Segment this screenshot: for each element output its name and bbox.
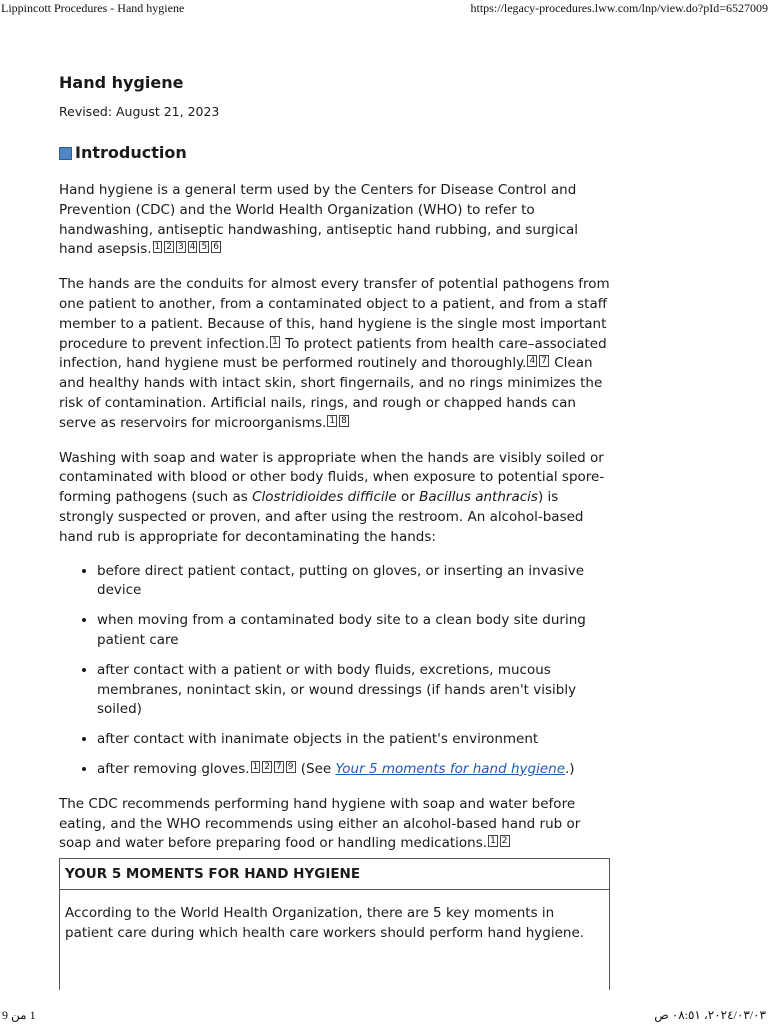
organism-name: Clostridioides difficile [252,489,397,506]
five-moments-link[interactable]: Your 5 moments for hand hygiene [335,760,566,777]
reference-link[interactable]: 9 [287,761,294,772]
paragraph-text: To protect patients from health care–associated infection, hand hygiene must be performed routinely and thoroughly. [59,335,607,372]
box-body: According to the World Health Organization, there are 5 key moments in patient care during which health care workers should perform hand hygiene. [65,905,585,941]
reference-link[interactable]: 8 [341,415,347,426]
paragraph-text: or [396,489,420,506]
five-moments-box [59,858,610,990]
reference-group [526,355,549,371]
print-page-number: 1 من 9 [2,1008,36,1022]
intro-paragraph-1 [59,181,611,260]
paragraph-text: Hand hygiene is a general term used by the Centers for Disease Control and Prevention (CDC) and the World Health Organization (WHO) to refer to handwashing, antiseptic handwashing, antiseptic hand rubbing, and surgical hand asepsis. [59,182,579,258]
list-item: • after contact with a patient or with body fluids, excretions, mucous membranes, nonintact skin, or wound dressings (if hands aren't visibly soiled) [97,661,611,720]
reference-link[interactable]: 1 [272,336,278,347]
print-footer [0,1008,768,1024]
intro-paragraph-4 [59,795,611,854]
reference-link[interactable]: 4 [189,242,196,253]
reference-link[interactable]: 2 [264,761,271,772]
reference-group [326,415,349,431]
reference-link[interactable]: 2 [501,836,508,847]
list-item [97,760,611,780]
list-item-text: after removing gloves. [97,760,250,777]
organism-name: Bacillus anthracis [419,489,538,506]
reference-link[interactable]: 1 [252,761,259,772]
reference-group [487,835,510,851]
reference-link[interactable]: 1 [329,415,336,426]
reference-link[interactable]: 4 [529,356,536,367]
print-page-title: Lippincott Procedures - Hand hygiene [1,1,185,15]
reference-link[interactable]: 1 [154,242,161,253]
see-prefix: (See [296,760,336,777]
revised-date: Revised: August 21, 2023 [59,104,220,119]
paragraph-text: The hands are the conduits for almost every transfer of potential pathogens from one patient to another, from a contaminated object to a patient, and from a staff member to a patient. Because of this, hand hygiene is the single most important procedure to prevent infection. [59,276,610,352]
article-content [59,70,611,854]
reference-group [250,761,297,777]
list-item: • after contact with inanimate objects in the patient's environment [97,730,611,750]
print-page-url: https://legacy-procedures.lww.com/lnp/view.do?pId=6527009 [470,1,768,15]
reference-link[interactable]: 5 [201,242,208,253]
paragraph-text: Clean and healthy hands with intact skin, short fingernails, and no rings minimizes the risk of contamination. Artificial nails, rings, and rough or chapped hands can serve as reservoirs for microorganisms. [59,355,603,431]
hand-rub-indications-list [59,562,611,780]
intro-paragraph-3 [59,449,611,548]
list-item: • when moving from a contaminated body site to a clean body site during patient care [97,611,611,651]
list-item: • before direct patient contact, putting on gloves, or inserting an invasive device [97,562,611,602]
print-datetime: ٢٠٢٤/٠٣/٠٣، ٠٨:٥١ ص [654,1008,766,1022]
box-title: YOUR 5 MOMENTS FOR HAND HYGIENE [60,859,609,890]
article-title: Hand hygiene [59,73,184,92]
intro-paragraph-2 [59,275,611,433]
print-header [0,1,768,17]
section-square-icon [59,147,72,160]
paragraph-text: ) is strongly suspected or proven, and after using the restroom. An alcohol-based hand rub is appropriate for decontaminating the hands: [59,489,584,545]
paragraph-text: Washing with soap and water is appropriate when the hands are visibly soiled or contaminated with blood or other body fluids, when exposure to potential spore-forming pathogens (such as [59,449,605,506]
reference-link[interactable]: 6 [213,242,219,253]
reference-group [152,241,222,257]
see-suffix: .) [565,760,575,777]
reference-link[interactable]: 2 [166,242,173,253]
section-title: Introduction [75,143,187,162]
reference-link[interactable]: 7 [276,761,282,772]
section-heading-introduction [59,139,611,167]
reference-link[interactable]: 1 [490,836,496,847]
reference-link[interactable]: 3 [178,242,184,253]
reference-link[interactable]: 7 [541,356,547,367]
paragraph-text: The CDC recommends performing hand hygiene with soap and water before eating, and the WHO recommends using either an alcohol-based hand rub or soap and water before preparing food or handling medications. [59,795,581,852]
reference-group [269,336,281,352]
